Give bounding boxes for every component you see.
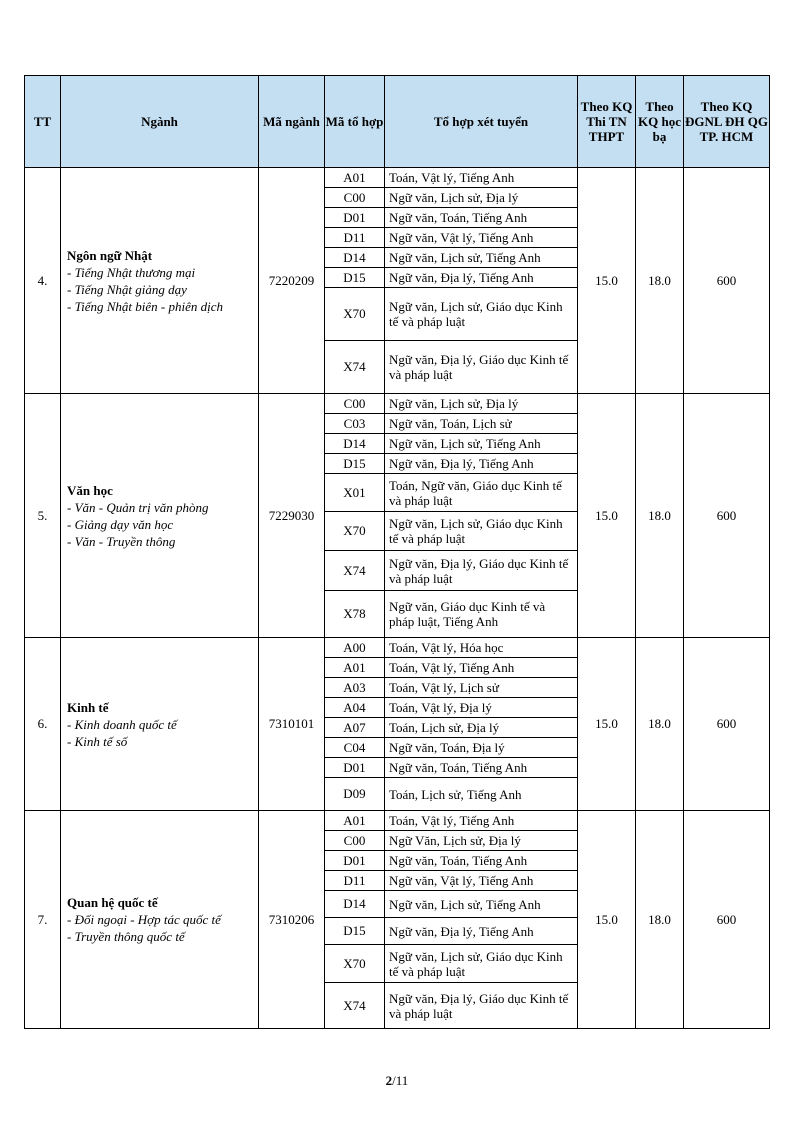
combo-subjects: Ngữ văn, Vật lý, Tiếng Anh: [385, 228, 578, 248]
combo-code: A01: [325, 811, 385, 831]
combo-code: C00: [325, 831, 385, 851]
page-number: [0, 1073, 794, 1089]
header-tt: TT: [25, 76, 61, 168]
major-specialization: - Đối ngoại - Hợp tác quốc tế: [67, 912, 221, 927]
major-tt: 4.: [25, 168, 61, 394]
combo-subjects: Toán, Lịch sử, Tiếng Anh: [385, 778, 578, 811]
major-name: Kinh tế: [67, 699, 109, 715]
combo-subjects: Ngữ văn, Lịch sử, Tiếng Anh: [385, 891, 578, 918]
major-specialization: - Văn - Quản trị văn phòng: [67, 499, 209, 515]
major-specialization: - Kinh tế số: [67, 733, 128, 749]
major-name-cell: [61, 168, 259, 394]
combo-code: X74: [325, 983, 385, 1029]
page-total: /11: [392, 1073, 409, 1088]
major-code: 7310101: [259, 638, 325, 811]
major-tt: 7.: [25, 811, 61, 1029]
combo-code: X70: [325, 512, 385, 551]
table-row: [25, 638, 770, 658]
score-thpt: 15.0: [578, 638, 636, 811]
combo-code: X70: [325, 288, 385, 341]
combo-subjects: Ngữ văn, Địa lý, Tiếng Anh: [385, 268, 578, 288]
major-name-cell: [61, 811, 259, 1029]
combo-subjects: Ngữ văn, Giáo dục Kinh tế và pháp luật, Tiếng Anh: [385, 591, 578, 638]
combo-subjects: Ngữ văn, Lịch sử, Tiếng Anh: [385, 434, 578, 454]
header-nganh: Ngành: [61, 76, 259, 168]
combo-subjects: Ngữ văn, Toán, Tiếng Anh: [385, 758, 578, 778]
score-thpt: 15.0: [578, 168, 636, 394]
combo-subjects: Ngữ Văn, Lịch sử, Địa lý: [385, 831, 578, 851]
combo-code: C03: [325, 414, 385, 434]
combo-code: X78: [325, 591, 385, 638]
combo-subjects: Ngữ văn, Toán, Tiếng Anh: [385, 208, 578, 228]
combo-code: X70: [325, 945, 385, 983]
combo-code: D11: [325, 228, 385, 248]
combo-code: D01: [325, 851, 385, 871]
combo-subjects: Ngữ văn, Lịch sử, Địa lý: [385, 188, 578, 208]
table-row: [25, 168, 770, 188]
combo-subjects: Toán, Vật lý, Lịch sử: [385, 678, 578, 698]
major-name-cell: [61, 638, 259, 811]
combo-code: D15: [325, 454, 385, 474]
combo-subjects: Ngữ văn, Lịch sử, Địa lý: [385, 394, 578, 414]
major-specialization: - Tiếng Nhật thương mại: [67, 264, 196, 280]
major-name: Ngôn ngữ Nhật: [67, 247, 153, 263]
major-name: Quan hệ quốc tế: [67, 895, 158, 910]
major-specialization: - Tiếng Nhật giảng dạy: [67, 281, 187, 297]
score-dgnl: 600: [684, 638, 770, 811]
major-specialization: - Truyền thông quốc tế: [67, 929, 185, 944]
combo-subjects: Toán, Vật lý, Địa lý: [385, 698, 578, 718]
combo-subjects: Ngữ văn, Lịch sử, Giáo dục Kinh tế và pháp luật: [385, 512, 578, 551]
score-thpt: 15.0: [578, 394, 636, 638]
combo-subjects: Ngữ văn, Lịch sử, Giáo dục Kinh tế và pháp luật: [385, 945, 578, 983]
table-row: [25, 811, 770, 831]
major-specialization: - Văn - Truyền thông: [67, 533, 176, 549]
header-ma-to-hop: Mã tổ hợp: [325, 76, 385, 168]
combo-code: C00: [325, 394, 385, 414]
combo-subjects: Toán, Lịch sử, Địa lý: [385, 718, 578, 738]
combo-subjects: Ngữ văn, Lịch sử, Giáo dục Kinh tế và pháp luật: [385, 288, 578, 341]
major-tt: 6.: [25, 638, 61, 811]
combo-code: A00: [325, 638, 385, 658]
combo-subjects: Ngữ văn, Toán, Tiếng Anh: [385, 851, 578, 871]
header-to-hop: Tổ hợp xét tuyển: [385, 76, 578, 168]
score-hoc-ba: 18.0: [636, 811, 684, 1029]
major-code: 7310206: [259, 811, 325, 1029]
page-current: 2: [385, 1073, 393, 1088]
header-hoc-ba: Theo KQ học bạ: [636, 76, 684, 168]
combo-subjects: Ngữ văn, Địa lý, Tiếng Anh: [385, 454, 578, 474]
combo-code: D01: [325, 758, 385, 778]
combo-subjects: Ngữ văn, Toán, Địa lý: [385, 738, 578, 758]
combo-subjects: Ngữ văn, Toán, Lịch sử: [385, 414, 578, 434]
combo-code: D15: [325, 268, 385, 288]
combo-code: X01: [325, 474, 385, 512]
combo-code: A03: [325, 678, 385, 698]
header-row: [25, 76, 770, 168]
combo-subjects: Toán, Vật lý, Hóa học: [385, 638, 578, 658]
combo-code: X74: [325, 341, 385, 394]
major-specialization: - Tiếng Nhật biên - phiên dịch: [67, 298, 223, 314]
major-name: Văn học: [67, 482, 113, 498]
score-dgnl: 600: [684, 811, 770, 1029]
major-tt: 5.: [25, 394, 61, 638]
combo-code: C00: [325, 188, 385, 208]
combo-code: A04: [325, 698, 385, 718]
combo-subjects: Ngữ văn, Vật lý, Tiếng Anh: [385, 871, 578, 891]
score-hoc-ba: 18.0: [636, 168, 684, 394]
score-dgnl: 600: [684, 168, 770, 394]
combo-code: A01: [325, 658, 385, 678]
major-code: 7220209: [259, 168, 325, 394]
major-code: 7229030: [259, 394, 325, 638]
combo-code: D14: [325, 248, 385, 268]
score-thpt: 15.0: [578, 811, 636, 1029]
combo-subjects: Ngữ văn, Địa lý, Tiếng Anh: [385, 918, 578, 945]
combo-subjects: Toán, Vật lý, Tiếng Anh: [385, 658, 578, 678]
combo-subjects: Toán, Vật lý, Tiếng Anh: [385, 168, 578, 188]
major-specialization: - Kinh doanh quốc tế: [67, 716, 177, 732]
combo-code: D09: [325, 778, 385, 811]
combo-code: A01: [325, 168, 385, 188]
score-hoc-ba: 18.0: [636, 394, 684, 638]
score-dgnl: 600: [684, 394, 770, 638]
header-thpt: Theo KQ Thi TN THPT: [578, 76, 636, 168]
combo-code: D11: [325, 871, 385, 891]
combo-code: D14: [325, 434, 385, 454]
combo-subjects: Ngữ văn, Địa lý, Giáo dục Kinh tế và pháp luật: [385, 983, 578, 1029]
combo-subjects: Ngữ văn, Địa lý, Giáo dục Kinh tế và pháp luật: [385, 551, 578, 591]
combo-code: D01: [325, 208, 385, 228]
major-name-cell: [61, 394, 259, 638]
combo-code: D14: [325, 891, 385, 918]
header-ma-nganh: Mã ngành: [259, 76, 325, 168]
table-row: [25, 394, 770, 414]
combo-code: A07: [325, 718, 385, 738]
score-hoc-ba: 18.0: [636, 638, 684, 811]
header-dgnl: Theo KQ ĐGNL ĐH QG TP. HCM: [684, 76, 770, 168]
admission-table: [24, 75, 770, 1029]
major-specialization: - Giảng dạy văn học: [67, 516, 174, 532]
combo-subjects: Ngữ văn, Lịch sử, Tiếng Anh: [385, 248, 578, 268]
combo-subjects: Ngữ văn, Địa lý, Giáo dục Kinh tế và pháp luật: [385, 341, 578, 394]
combo-code: D15: [325, 918, 385, 945]
combo-code: C04: [325, 738, 385, 758]
combo-subjects: Toán, Ngữ văn, Giáo dục Kinh tế và pháp luật: [385, 474, 578, 512]
combo-code: X74: [325, 551, 385, 591]
combo-subjects: Toán, Vật lý, Tiếng Anh: [385, 811, 578, 831]
